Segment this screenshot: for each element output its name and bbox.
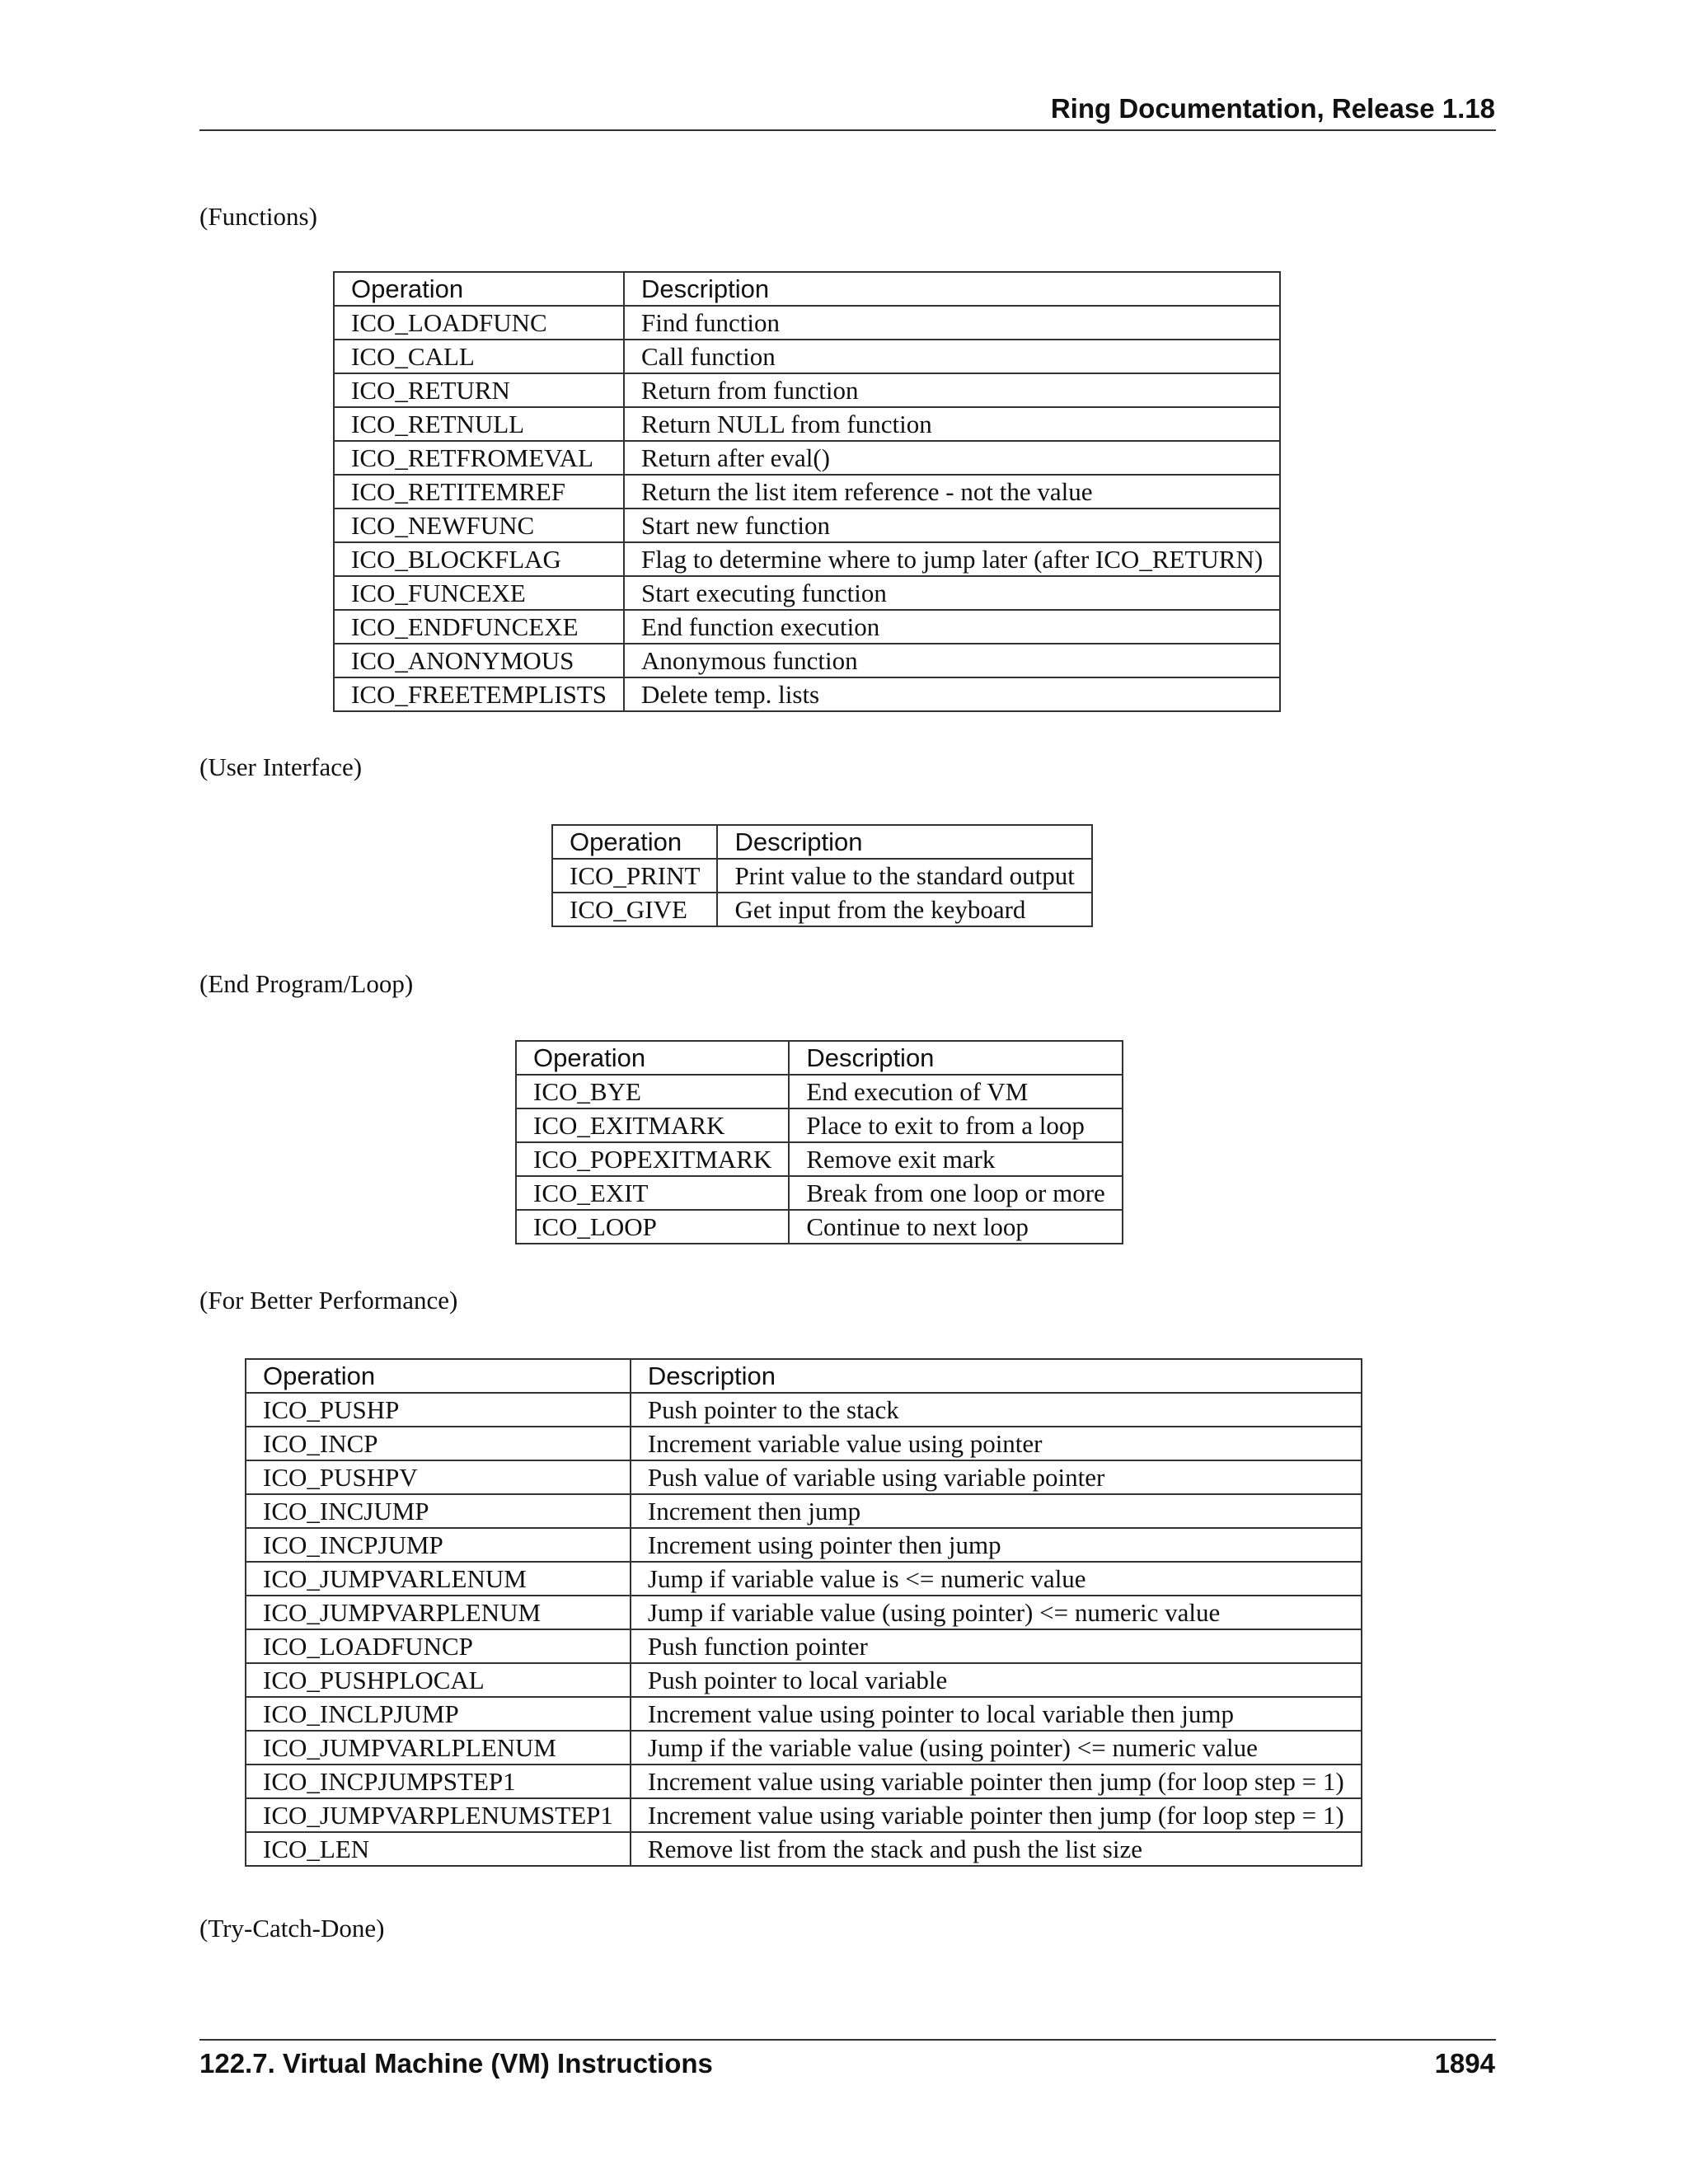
table-row [246,1663,1362,1697]
table-row [246,1798,1362,1832]
description-cell: Jump if variable value (using pointer) <= numeric value [631,1596,1362,1629]
section-label-user-interface: (User Interface) [199,752,363,781]
description-cell: Delete temp. lists [624,677,1280,711]
footer-page-number: 1894 [1434,2048,1495,2079]
table-row [246,1393,1362,1427]
description-cell: End function execution [624,610,1280,644]
operation-cell: ICO_PUSHPV [246,1460,631,1494]
table-row [552,859,1092,893]
header-rule [199,129,1496,131]
table-row [334,644,1280,677]
table-row [246,1832,1362,1866]
description-cell: Push pointer to the stack [631,1393,1362,1427]
operation-cell: ICO_FREETEMPLISTS [334,677,624,711]
operation-cell: ICO_INCP [246,1427,631,1460]
operation-cell: ICO_JUMPVARPLENUM [246,1596,631,1629]
table-row [334,576,1280,610]
table-row [516,1176,1123,1210]
operation-cell: ICO_RETITEMREF [334,475,624,509]
footer-rule [199,2039,1496,2041]
table-row [334,677,1280,711]
operation-cell: ICO_INCLPJUMP [246,1697,631,1731]
description-cell: Place to exit to from a loop [789,1108,1122,1142]
table-row [334,306,1280,340]
operation-cell: ICO_EXIT [516,1176,789,1210]
description-cell: Push pointer to local variable [631,1663,1362,1697]
description-cell: Break from one loop or more [789,1176,1122,1210]
table-row [334,340,1280,373]
description-cell: Call function [624,340,1280,373]
table-row [246,1765,1362,1798]
operation-cell: ICO_RETURN [334,373,624,407]
operation-cell: ICO_LEN [246,1832,631,1866]
operation-cell: ICO_FUNCEXE [334,576,624,610]
description-cell: Anonymous function [624,644,1280,677]
table-row [246,1427,1362,1460]
column-header-operation: Operation [552,825,717,859]
description-cell: Increment variable value using pointer [631,1427,1362,1460]
operation-cell: ICO_PUSHP [246,1393,631,1427]
table-row [334,475,1280,509]
operation-cell: ICO_GIVE [552,893,717,926]
operation-cell: ICO_RETFROMEVAL [334,441,624,475]
functions-table [333,271,1281,712]
operation-cell: ICO_ANONYMOUS [334,644,624,677]
table-header-row [552,825,1092,859]
section-label-try-catch-done: (Try-Catch-Done) [199,1914,385,1943]
description-cell: Continue to next loop [789,1210,1122,1244]
table-row [246,1697,1362,1731]
operation-cell: ICO_BLOCKFLAG [334,542,624,576]
description-cell: Increment value using variable pointer then jump (for loop step = 1) [631,1798,1362,1832]
description-cell: Return NULL from function [624,407,1280,441]
table-header-row [334,272,1280,306]
table-header-row [246,1359,1362,1393]
table-header-row [516,1041,1123,1075]
running-header-title: Ring Documentation, Release 1.18 [1050,93,1495,124]
operation-cell: ICO_JUMPVARPLENUMSTEP1 [246,1798,631,1832]
table-row [334,542,1280,576]
description-cell: Flag to determine where to jump later (after ICO_RETURN) [624,542,1280,576]
description-cell: Jump if variable value is <= numeric value [631,1562,1362,1596]
table-row [246,1494,1362,1528]
section-label-functions: (Functions) [199,202,317,231]
column-header-operation: Operation [516,1041,789,1075]
description-cell: Start executing function [624,576,1280,610]
table-row [516,1108,1123,1142]
description-cell: Increment value using pointer to local variable then jump [631,1697,1362,1731]
operation-cell: ICO_ENDFUNCEXE [334,610,624,644]
operation-cell: ICO_LOADFUNCP [246,1629,631,1663]
table-row [334,441,1280,475]
operation-cell: ICO_INCPJUMP [246,1528,631,1562]
footer-section-title: 122.7. Virtual Machine (VM) Instructions [199,2048,713,2079]
table-row [246,1596,1362,1629]
operation-cell: ICO_JUMPVARLENUM [246,1562,631,1596]
user-interface-table [551,824,1093,927]
operation-cell: ICO_POPEXITMARK [516,1142,789,1176]
description-cell: Get input from the keyboard [717,893,1091,926]
description-cell: Jump if the variable value (using pointer) <= numeric value [631,1731,1362,1765]
description-cell: Find function [624,306,1280,340]
column-header-description: Description [631,1359,1362,1393]
table-row [246,1731,1362,1765]
description-cell: Increment using pointer then jump [631,1528,1362,1562]
operation-cell: ICO_PUSHPLOCAL [246,1663,631,1697]
table-row [516,1142,1123,1176]
better-performance-table [245,1358,1362,1867]
column-header-description: Description [717,825,1091,859]
description-cell: Start new function [624,509,1280,542]
description-cell: Return the list item reference - not the value [624,475,1280,509]
end-program-loop-table [515,1040,1123,1244]
table-row [246,1562,1362,1596]
operation-cell: ICO_BYE [516,1075,789,1108]
operation-cell: ICO_RETNULL [334,407,624,441]
operation-cell: ICO_JUMPVARLPLENUM [246,1731,631,1765]
description-cell: Print value to the standard output [717,859,1091,893]
operation-cell: ICO_EXITMARK [516,1108,789,1142]
table-row [246,1629,1362,1663]
operation-cell: ICO_LOOP [516,1210,789,1244]
column-header-operation: Operation [246,1359,631,1393]
description-cell: Push value of variable using variable pointer [631,1460,1362,1494]
table-row [552,893,1092,926]
table-row [334,373,1280,407]
table-row [334,610,1280,644]
section-label-end-program-loop: (End Program/Loop) [199,969,414,998]
column-header-operation: Operation [334,272,624,306]
operation-cell: ICO_INCPJUMPSTEP1 [246,1765,631,1798]
operation-cell: ICO_INCJUMP [246,1494,631,1528]
description-cell: End execution of VM [789,1075,1122,1108]
description-cell: Remove list from the stack and push the list size [631,1832,1362,1866]
table-row [334,509,1280,542]
description-cell: Remove exit mark [789,1142,1122,1176]
operation-cell: ICO_CALL [334,340,624,373]
operation-cell: ICO_NEWFUNC [334,509,624,542]
table-row [246,1528,1362,1562]
description-cell: Return from function [624,373,1280,407]
table-row [246,1460,1362,1494]
description-cell: Return after eval() [624,441,1280,475]
column-header-description: Description [624,272,1280,306]
table-row [516,1210,1123,1244]
column-header-description: Description [789,1041,1122,1075]
table-row [334,407,1280,441]
operation-cell: ICO_PRINT [552,859,717,893]
section-label-better-performance: (For Better Performance) [199,1286,458,1315]
operation-cell: ICO_LOADFUNC [334,306,624,340]
description-cell: Increment value using variable pointer then jump (for loop step = 1) [631,1765,1362,1798]
description-cell: Push function pointer [631,1629,1362,1663]
table-row [516,1075,1123,1108]
description-cell: Increment then jump [631,1494,1362,1528]
